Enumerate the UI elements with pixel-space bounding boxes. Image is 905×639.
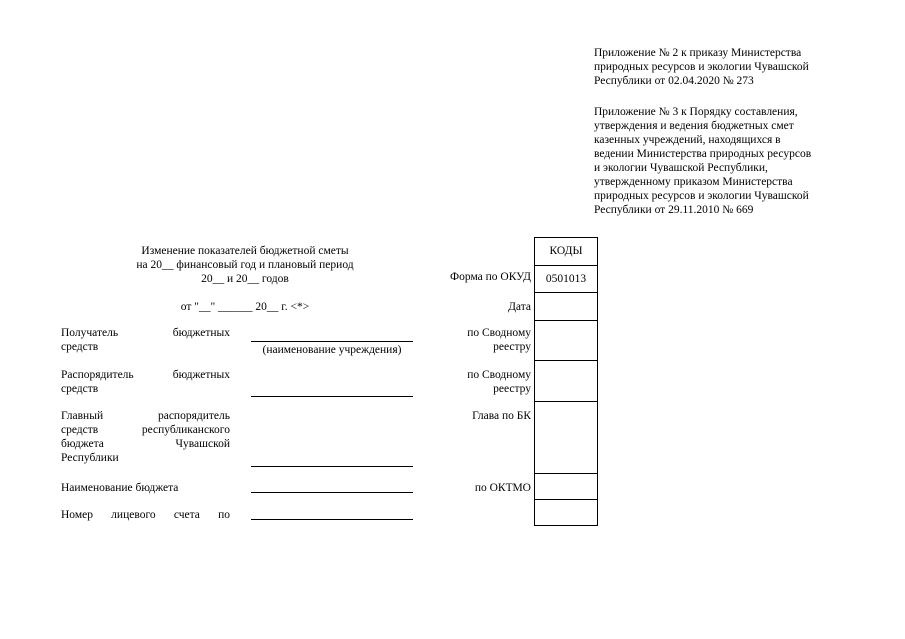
title-line: на 20__ финансовый год и плановый период: [136, 259, 354, 271]
appendix-procedure-note: [594, 105, 844, 217]
codes-header: КОДЫ: [534, 237, 598, 266]
registry-label: [420, 326, 531, 354]
budget-name-label: Наименование бюджета: [61, 482, 179, 494]
document-title: [100, 244, 390, 286]
appendix-line: утвержденному приказом Министерства: [594, 176, 793, 188]
appendix-line: казенных учреждений, находящихся в: [594, 134, 781, 146]
recipient-underline[interactable]: [251, 341, 413, 342]
label-line: Распорядитель бюджетных: [61, 369, 230, 381]
label-line: средств: [61, 383, 99, 395]
appendix-line: Республики от 02.04.2020 № 273: [594, 75, 754, 87]
okud-code-cell[interactable]: 0501013: [534, 266, 598, 293]
account-number-underline[interactable]: [251, 519, 413, 520]
registry-code-cell[interactable]: [534, 321, 598, 361]
label-line: средств республиканского: [61, 424, 230, 436]
registry-code-cell-2[interactable]: [534, 361, 598, 402]
chief-manager-label: [61, 409, 230, 465]
label-line: по Сводному: [467, 369, 531, 381]
account-code-cell[interactable]: [534, 500, 598, 526]
appendix-line: Приложение № 3 к Порядку составления,: [594, 106, 798, 118]
appendix-line: Республики от 29.11.2010 № 669: [594, 204, 754, 216]
chief-manager-underline[interactable]: [251, 466, 413, 467]
manager-label: [61, 368, 230, 396]
document-date: от "__" ______ 20__ г. <*>: [180, 301, 310, 313]
bk-label: Глава по БК: [472, 410, 531, 422]
label-line: бюджета Чувашской: [61, 438, 230, 450]
label-line: реестру: [493, 383, 531, 395]
appendix-line: природных ресурсов и экологии Чувашской: [594, 61, 809, 73]
bk-code-cell[interactable]: [534, 402, 598, 474]
appendix-order-note: [594, 46, 844, 88]
appendix-line: Приложение № 2 к приказу Министерства: [594, 47, 802, 59]
title-line: Изменение показателей бюджетной сметы: [141, 245, 349, 257]
label-line: реестру: [493, 341, 531, 353]
appendix-line: природных ресурсов и экологии Чувашской: [594, 190, 809, 202]
appendix-line: утверждения и ведения бюджетных смет: [594, 120, 794, 132]
budget-name-underline[interactable]: [251, 492, 413, 493]
okud-label: Форма по ОКУД: [450, 271, 531, 283]
date-label: Дата: [508, 301, 531, 313]
account-number-label: Номер лицевого счета по: [61, 509, 230, 521]
oktmo-code-cell[interactable]: [534, 474, 598, 500]
oktmo-label: по ОКТМО: [474, 482, 531, 494]
registry-label-2: [420, 368, 531, 396]
appendix-line: и экологии Чувашской Республики,: [594, 162, 768, 174]
manager-underline[interactable]: [251, 396, 413, 397]
title-line: 20__ и 20__ годов: [201, 273, 289, 285]
recipient-hint: (наименование учреждения): [262, 344, 402, 356]
label-line: Главный распорядитель: [61, 410, 230, 422]
label-line: Получатель бюджетных: [61, 327, 230, 339]
label-line: Республики: [61, 452, 119, 464]
date-code-cell[interactable]: [534, 293, 598, 321]
label-line: средств: [61, 341, 99, 353]
recipient-label: [61, 326, 230, 354]
label-line: по Сводному: [467, 327, 531, 339]
appendix-line: ведении Министерства природных ресурсов: [594, 148, 812, 160]
